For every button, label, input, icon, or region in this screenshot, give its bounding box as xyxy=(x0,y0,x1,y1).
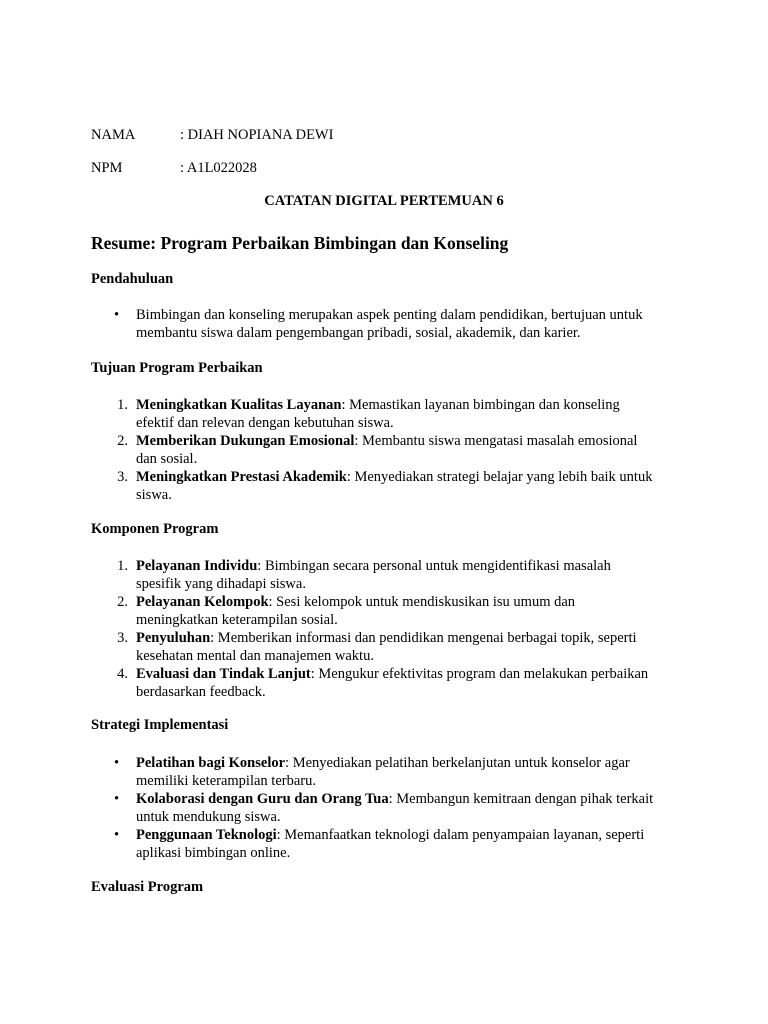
section-heading-komponen: Komponen Program xyxy=(91,521,219,537)
nama-label: NAMA xyxy=(91,127,136,143)
list-item xyxy=(117,593,696,629)
list-item xyxy=(117,432,696,468)
bullet-icon: • xyxy=(114,755,120,771)
list-item xyxy=(114,306,696,342)
list-item xyxy=(114,754,696,790)
item-term: Kolaborasi dengan Guru dan Orang Tua xyxy=(136,791,389,807)
npm-label: NPM xyxy=(91,160,123,176)
item-line-1: Bimbingan dan konseling merupakan aspek penting dalam pendidikan, bertujuan untuk xyxy=(136,307,643,323)
item-description: : Memastikan layanan bimbingan dan konseling xyxy=(341,397,620,413)
item-number: 1. xyxy=(117,558,128,574)
item-description: : Memberikan informasi dan pendidikan mengenai berbagai topik, seperti xyxy=(210,630,637,646)
item-number: 3. xyxy=(117,469,128,485)
section-heading-strategi: Strategi Implementasi xyxy=(91,717,229,733)
item-term: Memberikan Dukungan Emosional xyxy=(136,433,355,449)
pendahuluan-list xyxy=(114,306,696,342)
section-heading-evaluasi: Evaluasi Program xyxy=(91,879,204,895)
npm-value: : A1L022028 xyxy=(180,160,257,176)
document-title: CATATAN DIGITAL PERTEMUAN 6 xyxy=(264,193,504,209)
resume-title: Resume: Program Perbaikan Bimbingan dan Konseling xyxy=(91,233,509,253)
item-number: 4. xyxy=(117,666,128,682)
bullet-icon: • xyxy=(114,827,120,843)
item-term: Penggunaan Teknologi xyxy=(136,827,277,843)
tujuan-list xyxy=(117,396,696,504)
item-line-2: spesifik yang dihadapi siswa. xyxy=(136,576,306,592)
section-heading-pendahuluan: Pendahuluan xyxy=(91,271,174,287)
item-term: Meningkatkan Kualitas Layanan xyxy=(136,397,342,413)
list-item xyxy=(117,468,696,504)
item-description: : Menyediakan pelatihan berkelanjutan untuk konselor agar xyxy=(285,755,630,771)
item-line-2: memiliki keterampilan terbaru. xyxy=(136,773,316,789)
list-item xyxy=(117,629,696,665)
list-item xyxy=(117,665,696,701)
item-line-2: membantu siswa dalam pengembangan pribadi, sosial, akademik, dan karier. xyxy=(136,325,581,341)
list-item xyxy=(114,826,696,862)
list-item xyxy=(117,557,696,593)
item-line-2: berdasarkan feedback. xyxy=(136,684,266,700)
item-line-2: siswa. xyxy=(136,487,172,503)
komponen-list xyxy=(117,557,696,701)
item-line-2: kesehatan mental dan manajemen waktu. xyxy=(136,648,374,664)
item-line-2: meningkatkan keterampilan sosial. xyxy=(136,612,338,628)
item-description: : Membangun kemitraan dengan pihak terkait xyxy=(388,791,654,807)
strategi-list xyxy=(114,754,696,862)
item-description: : Sesi kelompok untuk mendiskusikan isu umum dan xyxy=(268,594,576,610)
item-term: Pelatihan bagi Konselor xyxy=(136,755,286,771)
item-term: Meningkatkan Prestasi Akademik xyxy=(136,469,347,485)
item-description: : Bimbingan secara personal untuk mengidentifikasi masalah xyxy=(257,558,611,574)
item-number: 3. xyxy=(117,630,128,646)
item-term: Evaluasi dan Tindak Lanjut xyxy=(136,666,311,682)
item-term: Penyuluhan xyxy=(136,630,211,646)
item-description: : Memanfaatkan teknologi dalam penyampaian layanan, seperti xyxy=(276,827,645,843)
item-number: 2. xyxy=(117,594,128,610)
section-heading-tujuan: Tujuan Program Perbaikan xyxy=(91,360,263,376)
item-line-2: efektif dan relevan dengan kebutuhan siswa. xyxy=(136,415,394,431)
list-item xyxy=(117,396,696,432)
item-description: : Menyediakan strategi belajar yang lebih baik untuk xyxy=(346,469,653,485)
item-number: 2. xyxy=(117,433,128,449)
bullet-icon: • xyxy=(114,307,120,323)
item-description: : Mengukur efektivitas program dan melakukan perbaikan xyxy=(310,666,649,682)
item-line-2: dan sosial. xyxy=(136,451,198,467)
item-line-2: aplikasi bimbingan online. xyxy=(136,845,291,861)
item-number: 1. xyxy=(117,397,128,413)
bullet-icon: • xyxy=(114,791,120,807)
item-term: Pelayanan Kelompok xyxy=(136,594,269,610)
nama-value: : DIAH NOPIANA DEWI xyxy=(180,127,334,143)
item-description: : Membantu siswa mengatasi masalah emosional xyxy=(354,433,638,449)
item-line-2: untuk mendukung siswa. xyxy=(136,809,281,825)
list-item xyxy=(114,790,696,826)
item-term: Pelayanan Individu xyxy=(136,558,258,574)
